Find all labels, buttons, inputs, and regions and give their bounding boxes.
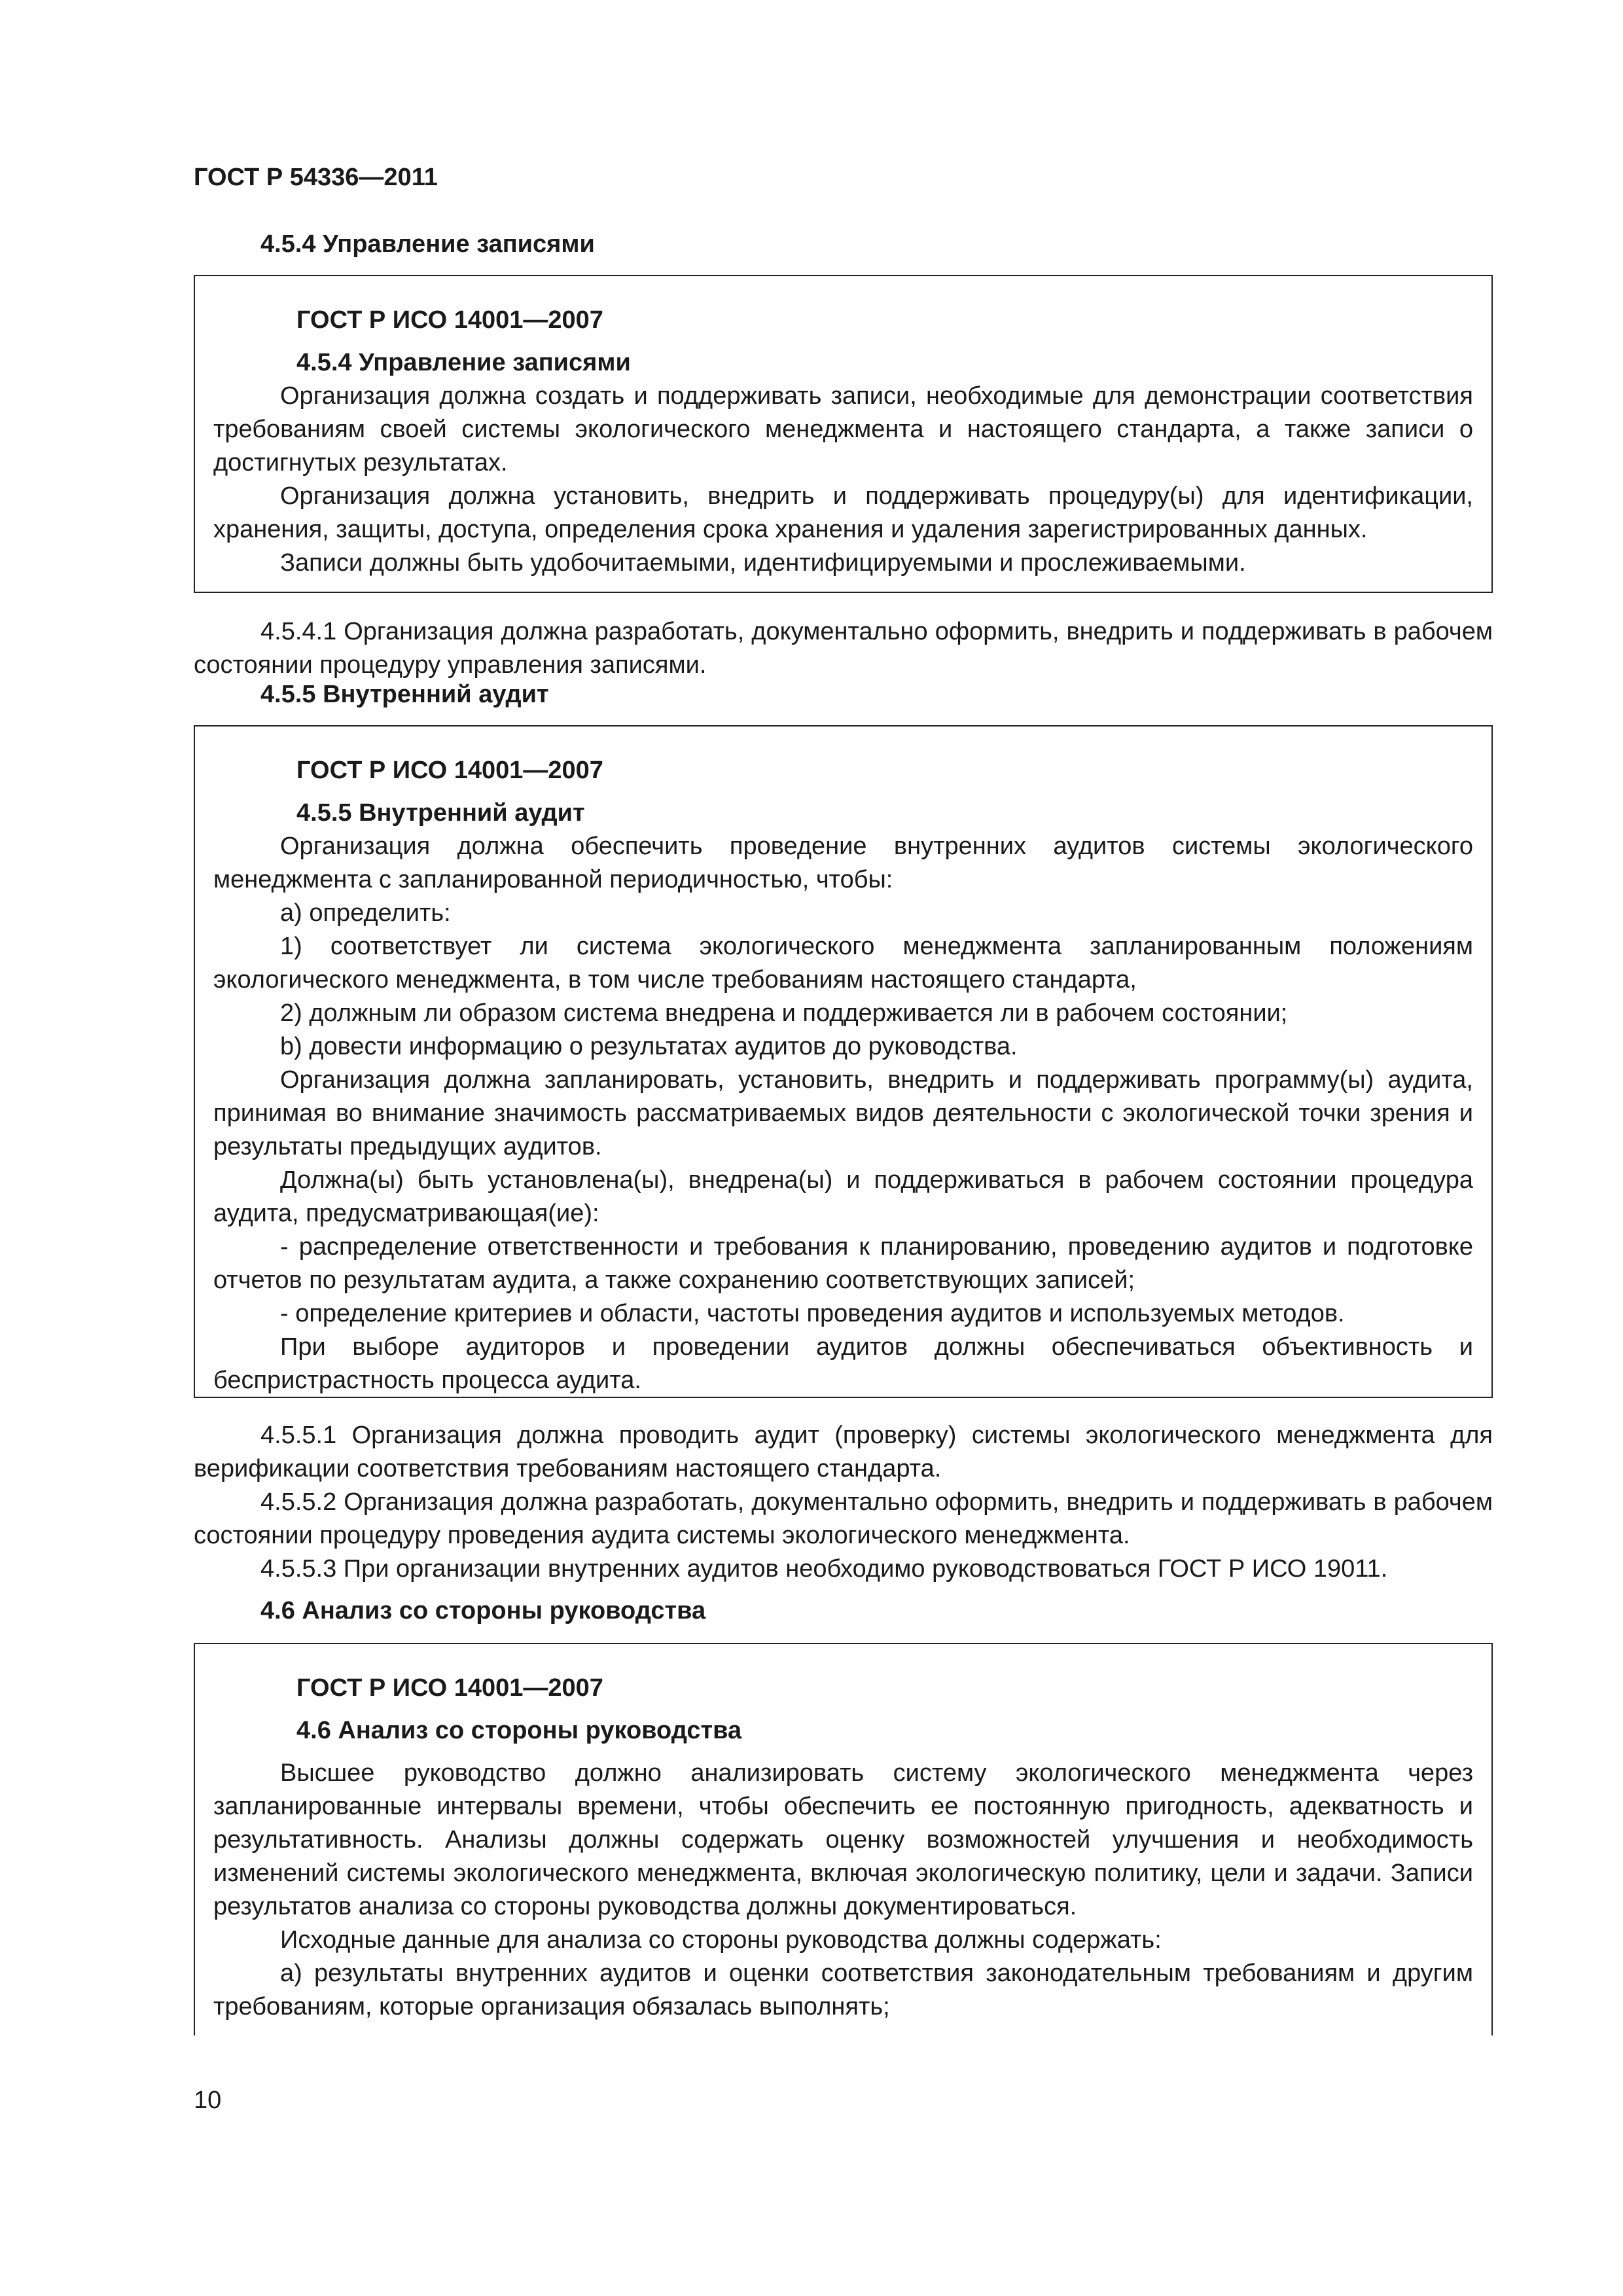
section-heading-4-6: 4.6 Анализ со стороны руководства: [260, 1597, 706, 1624]
section-heading-4-5-4: 4.5.4 Управление записями: [260, 230, 595, 258]
list-item: - распределение ответственности и требования к планированию, проведению аудитов и подготовке отчетов по результатам аудита, а также сохранению соответствующих записей;: [213, 1233, 1473, 1294]
quoted-standard-title: ГОСТ Р ИСО 14001—2007: [296, 306, 603, 334]
box-paragraph: Организация должна создать и поддерживать записи, необходимые для демонстрации соответствия требованиям своей системы экологического менеджмента и настоящего стандарта, а также записи о достигнутых результатах.: [213, 382, 1473, 476]
box-paragraph: Организация должна запланировать, установить, внедрить и поддерживать программу(ы) аудита, принимая во внимание значимость рассматриваемых видов деятельности с экологической точки зрения и результаты предыдущих аудитов.: [213, 1066, 1473, 1160]
paragraph: 4.5.5.2 Организация должна разработать, документально оформить, внедрить и поддерживать в рабочем состоянии процедуру проведения аудита системы экологического менеджмента.: [194, 1488, 1493, 1549]
box-paragraph: Записи должны быть удобочитаемыми, идентифицируемыми и прослеживаемыми.: [280, 549, 1246, 577]
quote-box-4-5-5: [194, 725, 1493, 1398]
quoted-clause-title: 4.5.4 Управление записями: [296, 349, 631, 376]
list-item: 2) должным ли образом система внедрена и поддерживается ли в рабочем состоянии;: [280, 999, 1288, 1027]
box-paragraph: Должна(ы) быть установлена(ы), внедрена(ы) и поддерживаться в рабочем состоянии процедура аудита, предусматривающая(ие):: [213, 1166, 1473, 1227]
quote-box-4-6: [194, 1643, 1493, 2036]
quote-box-4-5-4: [194, 275, 1493, 593]
document-id: ГОСТ Р 54336—2011: [194, 164, 438, 191]
quoted-clause-title: 4.6 Анализ со стороны руководства: [296, 1717, 742, 1744]
box-paragraph: Организация должна установить, внедрить и поддерживать процедуру(ы) для идентификации, хранения, защиты, доступа, определения срока хранения и удаления зарегистрированных данных.: [213, 482, 1473, 543]
quoted-standard-title: ГОСТ Р ИСО 14001—2007: [296, 1674, 603, 1702]
box-paragraph: Организация должна обеспечить проведение внутренних аудитов системы экологического менеджмента с запланированной периодичностью, чтобы:: [213, 833, 1473, 893]
box-paragraph: Высшее руководство должно анализировать систему экологического менеджмента через запланированные интервалы времени, чтобы обеспечить ее постоянную пригодность, адекватность и результативность. Анализы должны содержать оценку возможностей улучшения и необходимость изменений системы экологического менеджмента, включая экологическую политику, цели и задачи. Записи результатов анализа со стороны руководства должны документироваться.: [213, 1759, 1473, 1920]
box-paragraph: Исходные данные для анализа со стороны руководства должны содержать:: [280, 1926, 1162, 1954]
section-heading-4-5-5: 4.5.5 Внутренний аудит: [260, 681, 549, 708]
paragraph: 4.5.5.1 Организация должна проводить аудит (проверку) системы экологического менеджмента для верификации соответствия требованиям настоящего стандарта.: [194, 1422, 1493, 1482]
list-item: 1) соответствует ли система экологического менеджмента запланированным положениям экологического менеджмента, в том числе требованиям настоящего стандарта,: [213, 933, 1473, 994]
list-item: a) результаты внутренних аудитов и оценки соответствия законодательным требованиям и другим требованиям, которые организация обязалась выполнять;: [213, 1960, 1473, 2020]
clause-text-4-5-4-1: [194, 615, 1493, 682]
list-item: a) определить:: [280, 899, 451, 927]
box-paragraph: При выборе аудиторов и проведении аудитов должны обеспечиваться объективность и беспристрастность процесса аудита.: [213, 1333, 1473, 1394]
page-number: 10: [194, 2087, 222, 2114]
quoted-standard-title: ГОСТ Р ИСО 14001—2007: [296, 757, 603, 784]
paragraph: 4.5.5.3 При организации внутренних аудитов необходимо руководствоваться ГОСТ Р ИСО 19011.: [260, 1555, 1388, 1583]
list-item: - определение критериев и области, частоты проведения аудитов и используемых методов.: [280, 1300, 1345, 1327]
clauses-4-5-5-x: [194, 1419, 1493, 1586]
quoted-clause-title: 4.5.5 Внутренний аудит: [296, 799, 585, 827]
list-item: b) довести информацию о результатах аудитов до руководства.: [280, 1033, 1018, 1060]
paragraph: 4.5.4.1 Организация должна разработать, документально оформить, внедрить и поддерживать в рабочем состоянии процедуру управления записями.: [194, 618, 1493, 679]
